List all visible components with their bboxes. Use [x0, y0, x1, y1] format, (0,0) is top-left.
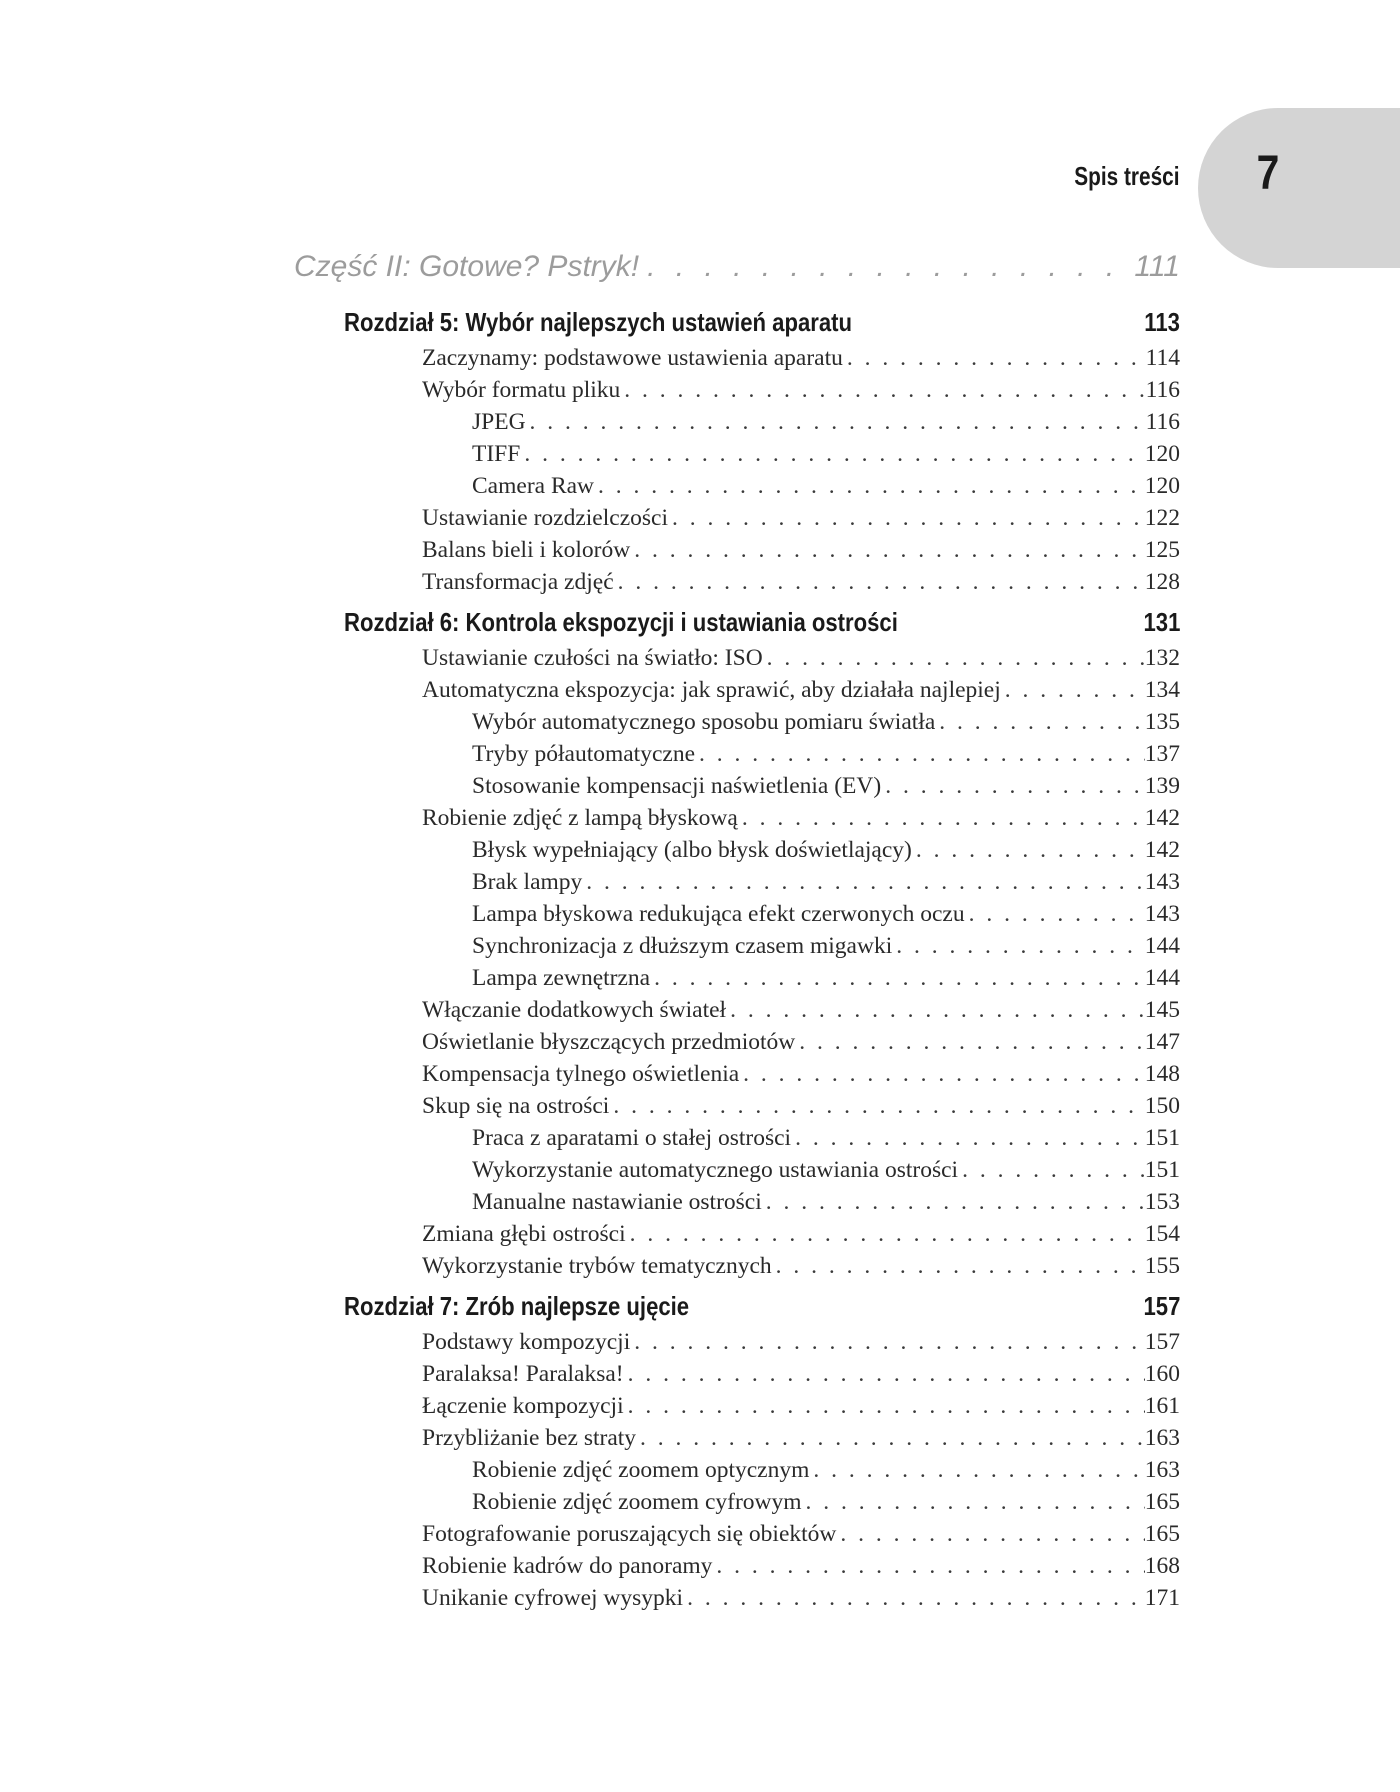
dot-leader — [620, 374, 1145, 406]
toc-subsection — [344, 706, 1180, 738]
toc-section — [344, 502, 1180, 534]
chapter-page: 131 — [1143, 607, 1180, 637]
dot-leader — [624, 1358, 1145, 1390]
toc-section — [344, 994, 1180, 1026]
dot-leader — [836, 1518, 1144, 1550]
entry-page: 142 — [1144, 805, 1180, 831]
toc-subsection — [344, 1154, 1180, 1186]
entry-title: Włączanie dodatkowych świateł — [422, 997, 727, 1023]
entry-title: Balans bieli i kolorów — [422, 537, 631, 563]
toc-subsection — [344, 406, 1180, 438]
entry-page: 163 — [1144, 1457, 1180, 1483]
toc-section — [344, 1358, 1180, 1390]
entry-page: 161 — [1144, 1393, 1180, 1419]
entry-page: 153 — [1144, 1189, 1180, 1215]
toc-section — [344, 1026, 1180, 1058]
dot-leader — [712, 1550, 1144, 1582]
toc-section — [344, 674, 1180, 706]
entry-title: Robienie zdjęć zoomem cyfrowym — [472, 1489, 802, 1515]
dot-leader — [843, 342, 1146, 374]
toc-subsection — [344, 438, 1180, 470]
entry-page: 139 — [1144, 773, 1180, 799]
entry-title: Przybliżanie bez straty — [422, 1425, 637, 1451]
chapter-heading — [344, 1286, 1180, 1326]
running-head: Spis treści — [1074, 161, 1180, 191]
table-of-contents — [344, 298, 1180, 1614]
entry-page: 134 — [1144, 677, 1180, 703]
dot-leader — [726, 994, 1145, 1026]
part-page: 111 — [1134, 250, 1180, 283]
entry-page: 148 — [1144, 1061, 1180, 1087]
entry-title: Brak lampy — [472, 869, 583, 895]
toc-section — [344, 1550, 1180, 1582]
dot-leader — [668, 502, 1145, 534]
dot-leader — [695, 738, 1145, 770]
chapter-heading — [344, 602, 1180, 642]
dot-leader — [1001, 674, 1145, 706]
chapter-title: Rozdział 6: Kontrola ekspozycji i ustawiania ostrości — [344, 607, 898, 637]
entry-page: 171 — [1144, 1585, 1180, 1611]
entry-page: 168 — [1144, 1553, 1180, 1579]
entry-page: 114 — [1145, 345, 1180, 371]
chapter-heading — [344, 302, 1180, 342]
entry-title: Lampa zewnętrzna — [472, 965, 651, 991]
entry-title: Kompensacja tylnego oświetlenia — [422, 1061, 740, 1087]
dot-leader — [738, 802, 1145, 834]
entry-title: Zmiana głębi ostrości — [422, 1221, 626, 1247]
entry-title: Wykorzystanie automatycznego ustawiania ostrości — [472, 1157, 959, 1183]
dot-leader — [624, 1390, 1145, 1422]
entry-page: 128 — [1144, 569, 1180, 595]
entry-page: 125 — [1144, 537, 1180, 563]
entry-title: TIFF — [472, 441, 521, 467]
entry-title: Skup się na ostrości — [422, 1093, 610, 1119]
entry-title: Praca z aparatami o stałej ostrości — [472, 1125, 792, 1151]
dot-leader — [609, 1090, 1144, 1122]
dot-leader — [791, 1122, 1145, 1154]
entry-page: 142 — [1144, 837, 1180, 863]
toc-subsection — [344, 770, 1180, 802]
entry-title: Unikanie cyfrowej wysypki — [422, 1585, 684, 1611]
dot-leader — [772, 1250, 1145, 1282]
entry-title: Camera Raw — [472, 473, 595, 499]
part-heading — [294, 250, 1180, 286]
toc-section — [344, 1250, 1180, 1282]
entry-page: 165 — [1144, 1521, 1180, 1547]
entry-title: JPEG — [472, 409, 526, 435]
dot-leader — [520, 438, 1144, 470]
entry-title: Ustawianie czułości na światło: ISO — [422, 645, 763, 671]
dot-leader — [892, 930, 1145, 962]
entry-title: Manualne nastawianie ostrości — [472, 1189, 762, 1215]
entry-title: Podstawy kompozycji — [422, 1329, 631, 1355]
dot-leader — [626, 1218, 1145, 1250]
toc-section — [344, 1390, 1180, 1422]
entry-title: Paralaksa! Paralaksa! — [422, 1361, 624, 1387]
entry-title: Tryby półautomatyczne — [472, 741, 695, 767]
dot-leader — [881, 770, 1145, 802]
entry-page: 150 — [1144, 1093, 1180, 1119]
toc-section — [344, 1218, 1180, 1250]
dot-leader — [526, 406, 1146, 438]
entry-title: Wybór formatu pliku — [422, 377, 621, 403]
toc-section — [344, 1518, 1180, 1550]
dot-leader — [809, 1454, 1144, 1486]
entry-title: Robienie kadrów do panoramy — [422, 1553, 713, 1579]
entry-page: 137 — [1144, 741, 1180, 767]
toc-subsection — [344, 1186, 1180, 1218]
toc-section — [344, 534, 1180, 566]
entry-page: 151 — [1144, 1157, 1180, 1183]
entry-title: Fotografowanie poruszających się obiektów — [422, 1521, 837, 1547]
toc-subsection — [344, 866, 1180, 898]
dot-leader — [630, 1326, 1145, 1358]
entry-page: 154 — [1144, 1221, 1180, 1247]
dot-leader — [965, 898, 1145, 930]
toc-subsection — [344, 1486, 1180, 1518]
chapter-page: 113 — [1144, 307, 1180, 337]
part-title: Część II: Gotowe? Pstryk! — [294, 250, 640, 283]
entry-page: 163 — [1144, 1425, 1180, 1451]
dot-leader — [795, 1026, 1145, 1058]
toc-section — [344, 1090, 1180, 1122]
toc-section — [344, 342, 1180, 374]
toc-section — [344, 374, 1180, 406]
entry-title: Zaczynamy: podstawowe ustawienia aparatu — [422, 345, 843, 371]
dot-leader — [763, 642, 1145, 674]
dot-leader — [683, 1582, 1145, 1614]
entry-page: 144 — [1144, 933, 1180, 959]
dot-leader — [582, 866, 1144, 898]
toc-section — [344, 642, 1180, 674]
dot-leader — [614, 566, 1145, 598]
toc-section — [344, 566, 1180, 598]
entry-page: 165 — [1144, 1489, 1180, 1515]
entry-page: 116 — [1145, 377, 1180, 403]
toc-section — [344, 1058, 1180, 1090]
entry-page: 144 — [1144, 965, 1180, 991]
dot-leader — [639, 250, 1134, 284]
toc-section — [344, 1582, 1180, 1614]
chapter-title: Rozdział 5: Wybór najlepszych ustawień aparatu — [344, 307, 853, 337]
entry-page: 132 — [1144, 645, 1180, 671]
dot-leader — [594, 470, 1145, 502]
entry-title: Błysk wypełniający (albo błysk doświetlający) — [472, 837, 912, 863]
dot-leader — [630, 534, 1145, 566]
toc-subsection — [344, 898, 1180, 930]
dot-leader — [636, 1422, 1145, 1454]
entry-page: 143 — [1144, 901, 1180, 927]
dot-leader — [739, 1058, 1145, 1090]
entry-title: Transformacja zdjęć — [422, 569, 614, 595]
page-number-tab — [1198, 108, 1400, 268]
dot-leader — [912, 834, 1145, 866]
entry-page: 120 — [1144, 473, 1180, 499]
entry-page: 122 — [1144, 505, 1180, 531]
toc-subsection — [344, 1454, 1180, 1486]
entry-title: Oświetlanie błyszczących przedmiotów — [422, 1029, 796, 1055]
toc-subsection — [344, 470, 1180, 502]
entry-title: Synchronizacja z dłuższym czasem migawki — [472, 933, 893, 959]
entry-page: 160 — [1144, 1361, 1180, 1387]
toc-section — [344, 802, 1180, 834]
toc-section — [344, 1326, 1180, 1358]
toc-subsection — [344, 1122, 1180, 1154]
entry-page: 147 — [1144, 1029, 1180, 1055]
chapter-page: 157 — [1143, 1291, 1180, 1321]
page-number: 7 — [1256, 147, 1280, 200]
dot-leader — [802, 1486, 1145, 1518]
entry-page: 120 — [1144, 441, 1180, 467]
entry-page: 116 — [1145, 409, 1180, 435]
entry-title: Robienie zdjęć z lampą błyskową — [422, 805, 738, 831]
entry-page: 135 — [1144, 709, 1180, 735]
chapter-title: Rozdział 7: Zrób najlepsze ujęcie — [344, 1291, 690, 1321]
entry-title: Lampa błyskowa redukująca efekt czerwonych oczu — [472, 901, 965, 927]
entry-title: Wykorzystanie trybów tematycznych — [422, 1253, 772, 1279]
entry-page: 143 — [1144, 869, 1180, 895]
entry-title: Wybór automatycznego sposobu pomiaru światła — [472, 709, 936, 735]
entry-title: Robienie zdjęć zoomem optycznym — [472, 1457, 810, 1483]
entry-page: 145 — [1144, 997, 1180, 1023]
entry-title: Stosowanie kompensacji naświetlenia (EV) — [472, 773, 882, 799]
entry-title: Automatyczna ekspozycja: jak sprawić, aby działała najlepiej — [422, 677, 1001, 703]
entry-title: Łączenie kompozycji — [422, 1393, 624, 1419]
toc-subsection — [344, 962, 1180, 994]
entry-page: 151 — [1144, 1125, 1180, 1151]
entry-page: 155 — [1144, 1253, 1180, 1279]
dot-leader — [958, 1154, 1145, 1186]
dot-leader — [935, 706, 1144, 738]
entry-title: Ustawianie rozdzielczości — [422, 505, 668, 531]
toc-subsection — [344, 738, 1180, 770]
toc-section — [344, 1422, 1180, 1454]
entry-page: 157 — [1144, 1329, 1180, 1355]
toc-subsection — [344, 834, 1180, 866]
dot-leader — [650, 962, 1145, 994]
dot-leader — [762, 1186, 1145, 1218]
toc-subsection — [344, 930, 1180, 962]
